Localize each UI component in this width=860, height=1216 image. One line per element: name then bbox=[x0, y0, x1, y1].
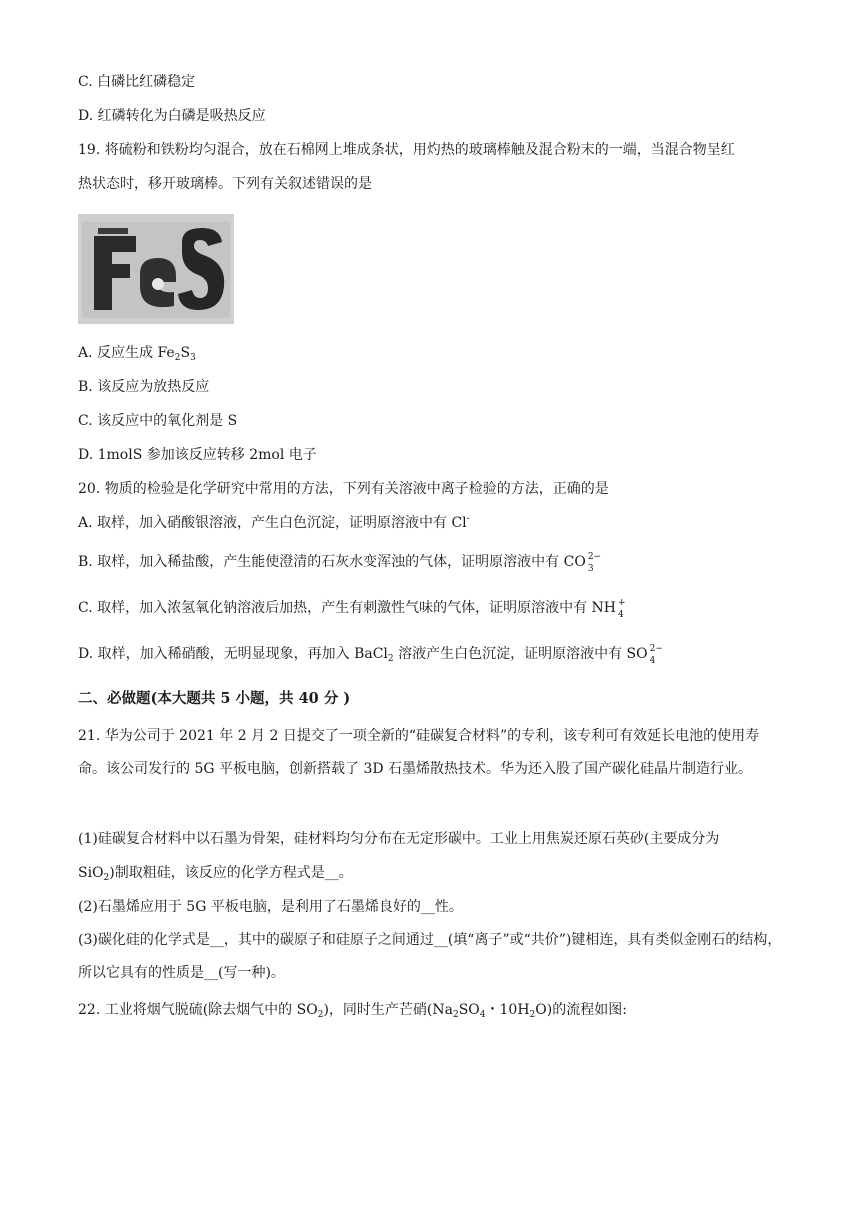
q20-option-d-pre: D. 取样，加入稀硝酸，无明显现象，再加入 BaCl bbox=[78, 646, 388, 662]
q20-option-c bbox=[78, 598, 628, 618]
q22-sub4: 2 bbox=[529, 1010, 536, 1020]
q21-part3: (3)碳化硅的化学式是__，其中的碳原子和硅原子之间通过__(填“离子”或“共价”)键相连，具有类似金刚石的结构，所以它具有的性质是__(写一种)。 bbox=[78, 932, 782, 981]
q21-part1-line2 bbox=[78, 863, 353, 883]
q19-option-a-sub2: 3 bbox=[190, 353, 196, 363]
q20-option-b bbox=[78, 552, 602, 574]
q21-stem: 21. 华为公司于 2021 年 2 月 2 日提交了一项全新的“硅碳复合材料”的专利，该专利可有效延长电池的使用寿命。该公司发行的 5G 平板电脑，创新搭载了 3D 石墨烯散热技术。华为还入股了国产碳化硅晶片制造行业。 bbox=[78, 728, 760, 777]
q19-option-a-pre: A. 反应生成 Fe bbox=[78, 345, 175, 361]
q22-stem-mid: )，同时生产芒硝(Na bbox=[323, 1002, 453, 1018]
q20-stem: 20. 物质的检验是化学研究中常用的方法，下列有关溶液中离子检验的方法，正确的是 bbox=[78, 481, 609, 497]
q20-option-c-text: C. 取样，加入浓氢氧化钠溶液后加热，产生有刺激性气味的气体，证明原溶液中有 NH bbox=[78, 600, 617, 616]
q20-option-a-charge: - bbox=[466, 514, 470, 524]
q20-option-a-text: A. 取样，加入硝酸银溶液，产生白色沉淀，证明原溶液中有 Cl bbox=[78, 515, 467, 531]
q19-option-b: B. 该反应为放热反应 bbox=[78, 379, 210, 395]
ammonium-charge: + bbox=[618, 598, 626, 608]
sulfate-count: 4 bbox=[649, 656, 656, 666]
q19-option-d: D. 1molS 参加该反应转移 2mol 电子 bbox=[78, 447, 317, 463]
carbonate-charge: 2− bbox=[587, 552, 602, 562]
carbonate-ion-notation bbox=[586, 552, 602, 574]
q19-option-a-mid: S bbox=[180, 345, 191, 361]
q22-stem bbox=[78, 1000, 627, 1020]
q22-stem-mid2: SO bbox=[458, 1002, 480, 1018]
fes-photo bbox=[78, 214, 234, 324]
q22-sub3: 4 bbox=[479, 1010, 486, 1020]
sulfate-ion-notation bbox=[648, 644, 663, 666]
q20-option-d bbox=[78, 644, 663, 666]
q20-option-b-text: B. 取样，加入稀盐酸，产生能使澄清的石灰水变浑浊的气体，证明原溶液中有 CO bbox=[78, 554, 586, 570]
q21-part1-line1: (1)硅碳复合材料中以石墨为骨架，硅材料均匀分布在无定形碳中。工业上用焦炭还原石英砂(主要成分为 bbox=[78, 831, 720, 847]
q21-part2: (2)石墨烯应用于 5G 平板电脑，是利用了石墨烯良好的__性。 bbox=[78, 899, 463, 915]
q20-option-a bbox=[78, 513, 470, 533]
q21-part1-line2-sub: 2 bbox=[103, 873, 110, 883]
ammonium-count: 4 bbox=[618, 610, 624, 620]
q19-stem-line2: 热状态时，移开玻璃棒。下列有关叙述错误的是 bbox=[78, 176, 372, 192]
q18-option-d: D. 红磷转化为白磷是吸热反应 bbox=[78, 108, 266, 124]
q22-sub2: 2 bbox=[452, 1010, 459, 1020]
q21-part1-line2-pre: SiO bbox=[78, 865, 104, 881]
q22-stem-post: O)的流程如图: bbox=[535, 1002, 627, 1018]
q18-option-c: C. 白磷比红磷稳定 bbox=[78, 74, 196, 90]
q20-option-d-post: 溶液产生白色沉淀，证明原溶液中有 SO bbox=[393, 646, 648, 662]
fes-photo-graphic bbox=[78, 214, 234, 324]
q19-stem-line1: 19. 将硫粉和铁粉均匀混合，放在石棉网上堆成条状，用灼热的玻璃棒触及混合粉末的一端，当混合物呈红 bbox=[78, 142, 735, 158]
ammonium-ion-notation bbox=[616, 598, 628, 620]
q19-option-a-sub1: 2 bbox=[174, 353, 181, 363]
q22-stem-mid3: ・10H bbox=[485, 1002, 530, 1018]
sulfate-charge: 2− bbox=[649, 644, 663, 654]
carbonate-count: 3 bbox=[587, 564, 594, 574]
q21-part1-line2-post: )制取粗硅，该反应的化学方程式是__。 bbox=[109, 865, 353, 881]
q22-sub1: 2 bbox=[317, 1010, 324, 1020]
q19-option-a bbox=[78, 343, 196, 363]
q20-option-d-sub: 2 bbox=[387, 654, 394, 664]
section-heading: 二、必做题(本大题共 5 小题，共 40 分 ) bbox=[78, 690, 351, 707]
q19-option-c: C. 该反应中的氧化剂是 S bbox=[78, 413, 238, 429]
q22-stem-pre: 22. 工业将烟气脱硫(除去烟气中的 SO bbox=[78, 1002, 318, 1018]
